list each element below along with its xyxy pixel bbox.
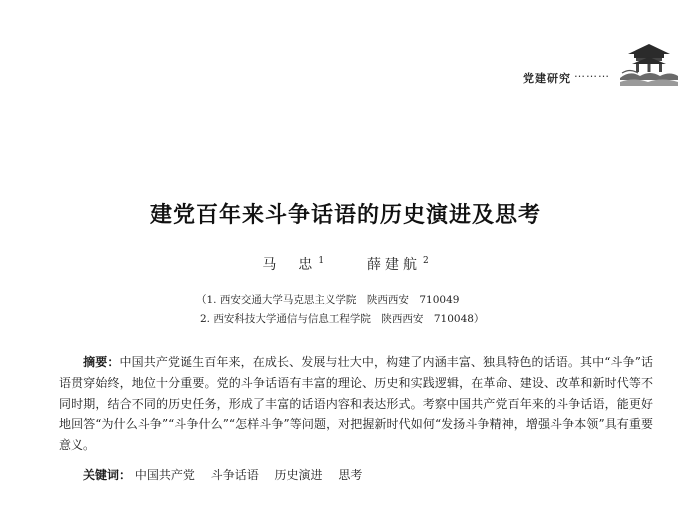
author-affiliation-mark: 1 <box>318 256 325 267</box>
keyword: 思考 <box>338 468 363 482</box>
affiliation-2: 2. 西安科技大学通信与信息工程学院 陕西西安 710048） <box>200 313 485 325</box>
author-name: 马 忠 <box>262 257 317 273</box>
article-title: 建党百年来斗争话语的历史演进及思考 <box>149 203 541 228</box>
journal-logo-icon <box>618 40 680 88</box>
affiliation-1: （1. 西安交通大学马克思主义学院 陕西西安 710049 <box>196 294 460 306</box>
abstract-label: 摘要： <box>83 355 120 369</box>
abstract-text: 中国共产党诞生百年来，在成长、发展与壮大中，构建了内涵丰富、独具特色的话语。其中“斗争”话语贯穿始终，地位十分重要。党的斗争话语有丰富的理论、历史和实践逻辑，在革命、建设、改革和新时代等不同时期，结合不同的历史任务，形成了丰富的话语内容和表达形式。考察中国共产党百年来的斗争话语，能更好地回答“为什么斗争”“斗争什么”“怎样斗争”等问题，对把握新时代如何“发扬斗争精神，增强斗争本领”具有重要意义。 <box>59 355 653 453</box>
author-affiliation-mark: 2 <box>422 256 429 267</box>
author-name: 薛建航 <box>366 257 421 273</box>
keyword: 中国共产党 <box>134 468 195 482</box>
running-header-dots: ……… <box>574 67 610 80</box>
author-line <box>0 254 691 274</box>
keyword: 斗争话语 <box>210 468 259 482</box>
keywords-label: 关键词： <box>83 468 132 482</box>
keyword: 历史演进 <box>274 468 323 482</box>
keywords <box>83 466 374 483</box>
running-header-section: 党建研究 <box>523 72 571 85</box>
abstract <box>59 352 653 456</box>
